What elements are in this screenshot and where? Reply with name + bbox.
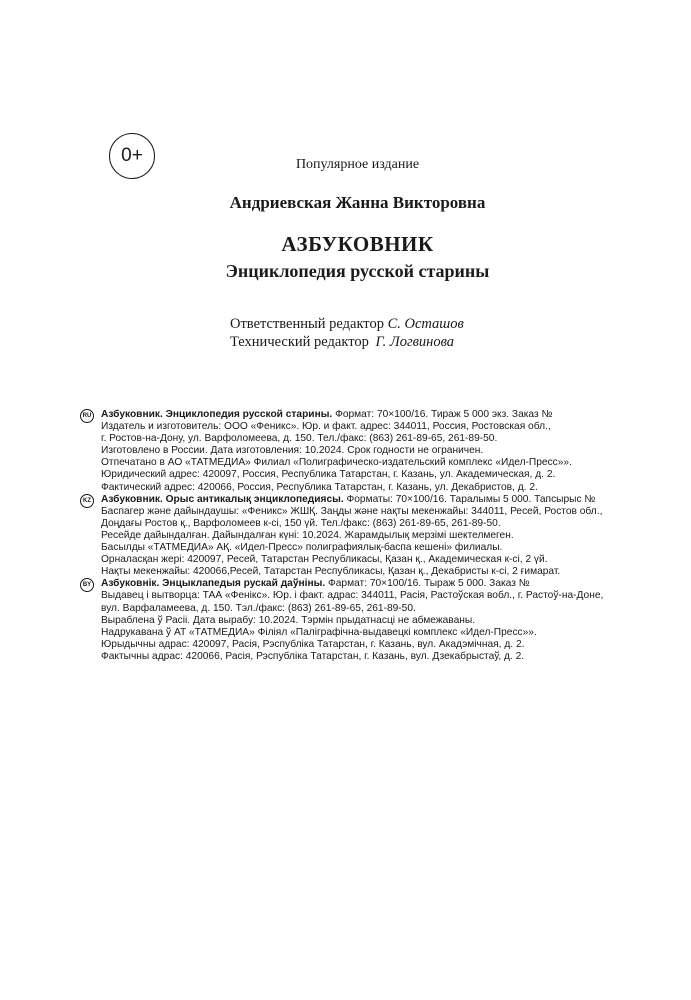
imprint-line: Доңдағы Ростов қ., Варфоломеев к-сі, 150 үй. Тел./факс: (863) 261-89-65, 261-89-50. — [101, 517, 501, 529]
imprint-line: Ресейде дайындалған. Дайындалған күні: 10.2024. Жарамдылық мерзімі шектелмеген. — [101, 529, 514, 541]
imprint-line: Надрукавана ў АТ «ТАТМЕДИА» Філіял «Паліграфічна-выдавецкі комплекс «Идел-Пресс»». — [101, 626, 537, 638]
imprint-by — [80, 578, 640, 663]
imprint-line: Выраблена ў Расіі. Дата вырабу: 10.2024. Тэрмін прыдатнасці не абмежаваны. — [101, 614, 476, 626]
imprint-line: Отпечатано в АО «ТАТМЕДИА» Филиал «Полиграфическо-издательский комплекс «Идел-Пресс»». — [101, 457, 572, 469]
imprint-block — [80, 409, 640, 663]
editor-name: Г. Логвинова — [375, 334, 455, 350]
imprint-line: Басылды «ТАТМЕДИА» АҚ. «Идел-Пресс» полиграфиялық-баспа кешені» филиалы. — [101, 542, 503, 554]
edition-type: Популярное издание — [295, 157, 420, 172]
imprint-line — [101, 494, 640, 506]
imprint-heading: Азбуковник. Орыс антикалық энциклопедиясы. — [101, 493, 344, 505]
editor-name: С. Осташов — [387, 316, 464, 332]
imprint-line: Выдавец і вытворца: ТАА «Фенікс». Юр. і факт. адрас: 344011, Расія, Растоўская вобл., г. Растоў-на-Доне, — [101, 590, 604, 602]
imprint-line: Орналасқан жері: 420097, Ресей, Татарстан Республикасы, Қазан қ., Академическая к-сі, 2 үй. — [101, 554, 548, 566]
imprint-line: Юридический адрес: 420097, Россия, Республика Татарстан, г. Казань, ул. Академическая, д. 2. — [101, 469, 556, 481]
imprint-heading: Азбуковнік. Энцыклапедыя рускай даўніны. — [101, 578, 326, 590]
imprint-line: Баспагер және дайындаушы: «Феникс» ЖШҚ. Заңды және нақты мекенжайы: 344011, Ресей, Ростов обл., — [101, 505, 603, 517]
lang-badge-kz: KZ — [80, 494, 94, 508]
imprint-kz — [80, 494, 640, 579]
imprint-line — [101, 409, 640, 421]
age-rating-badge: 0+ — [109, 133, 155, 179]
imprint-line — [101, 578, 640, 590]
editors-block — [230, 315, 464, 351]
book-subtitle: Энциклопедия русской старины — [225, 261, 490, 281]
imprint-line: Фактычны адрас: 420066, Расія, Рэспубліка Татарстан, г. Казань, вул. Дзекабрыстаў, д. 2. — [101, 650, 525, 662]
imprint-line: вул. Варфаламеева, д. 150. Тэл./факс: (863) 261-89-65, 261-89-50. — [101, 602, 416, 614]
imprint-line: Нақты мекенжайы: 420066,Ресей, Татарстан Республикасы, Қазан қ., Декабристы к-сі, 2 ғимарат. — [101, 566, 561, 578]
editor-role: Ответственный редактор — [230, 316, 384, 332]
imprint-text: Форматы: 70×100/16. Таралымы 5 000. Тапсырыс № — [343, 493, 596, 505]
imprint-line: г. Ростов-на-Дону, ул. Варфоломеева, д. 150. Тел./факс: (863) 261-89-65, 261-89-50. — [101, 433, 498, 445]
lang-badge-by: BY — [80, 578, 94, 592]
author-name: Андриевская Жанна Викторовна — [229, 193, 486, 212]
imprint-line: Изготовлено в России. Дата изготовления: 10.2024. Срок годности не ограничен. — [101, 445, 484, 457]
imprint-text: Фармат: 70×100/16. Тыраж 5 000. Заказ № — [325, 578, 530, 590]
imprint-heading: Азбуковник. Энциклопедия русской старины. — [101, 409, 333, 420]
book-title: АЗБУКОВНИК — [281, 232, 434, 256]
imprint-line: Фактический адрес: 420066, Россия, Республика Татарстан, г. Казань, ул. Декабристов, д. 2. — [101, 481, 538, 493]
imprint-line: Издатель и изготовитель: ООО «Феникс». Юр. и факт. адрес: 344011, Россия, Ростовская обл., — [101, 421, 551, 433]
editor-line — [230, 333, 464, 351]
imprint-ru — [80, 409, 640, 494]
lang-badge-ru: RU — [80, 409, 94, 423]
editor-role: Технический редактор — [230, 334, 369, 350]
imprint-text: Формат: 70×100/16. Тираж 5 000 экз. Заказ № — [332, 409, 553, 420]
editor-line — [230, 315, 464, 333]
imprint-line: Юрыдычны адрас: 420097, Расія, Рэспубліка Татарстан, г. Казань, вул. Акадэмічная, д. 2. — [101, 638, 525, 650]
